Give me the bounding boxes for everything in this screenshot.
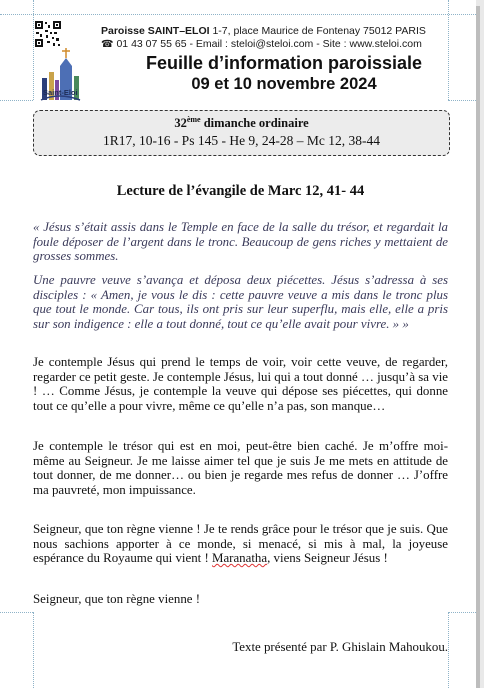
parish-address: 1-7, place Maurice de Fontenay 75012 PARIS [209, 25, 426, 37]
gospel-paragraph-2: Une pauvre veuve s’avança et déposa deux piécettes. Jésus s’adressa à ses disciples : « Amen, je vous le dis : cette pauvre veuve a mis dans le tronc plus que tout le monde. Car tous, ils ont pris sur leur superflu, mais elle, elle a pris sur son indigence : elle a tout donné, tout ce qu’elle avait pour vivre. » » [33, 273, 448, 331]
gospel-paragraph-1: « Jésus s’était assis dans le Temple en face de la salle du trésor, et regardait la foule déposer de l’argent dans le tronc. Beaucoup de gens riches y mettaient de grosses sommes. [33, 220, 448, 263]
margin-guide-bottom-left [0, 612, 33, 613]
margin-guide-right-bottom [448, 612, 449, 688]
meditation-paragraph-1: Je contemple Jésus qui prend le temps de voir, voir cette veuve, de regarder, regarder ce petit geste. Je contemple Jésus, lui qui a tout donné … jusqu’à sa vie ! … Comme Jésus, je contemple la veuve qui dépose ses piécettes, qui donne tout ce qu’elle a pour vivre, même ce qu’elle n’a pas, son manque… [33, 355, 448, 413]
margin-guide-top [0, 14, 476, 15]
parish-name: Paroisse SAINT–ELOI [101, 25, 210, 37]
sunday-ordinal: ème [186, 115, 201, 124]
phone-icon: ☎ [101, 39, 114, 50]
gospel-heading: Lecture de l’évangile de Marc 12, 41- 44 [116, 183, 365, 199]
newsletter-dates: 09 et 10 novembre 2024 [191, 75, 377, 93]
signature: Texte présenté par P. Ghislain Mahoukou. [232, 640, 448, 654]
logo-caption: Saint-Eloi [43, 88, 78, 97]
parish-address-line [101, 25, 461, 37]
readings-box [33, 110, 450, 156]
prayer-text: Seigneur, que ton règne vienne ! Je te rends grâce pour le trésor que je suis. Que nous sachions apporter à ce monde, si menacé, si mis à mal, la joyeuse espérance du Royaume qui vient ! [33, 522, 448, 565]
sunday-label: dimanche ordinaire [200, 116, 309, 131]
margin-guide-right-mark [448, 100, 476, 101]
newsletter-title: Feuille d’information paroissiale [145, 53, 423, 73]
margin-guide-left-mark [0, 100, 33, 101]
margin-guide-left-bottom [33, 612, 34, 688]
sunday-title [34, 115, 449, 131]
meditation-paragraph-3 [33, 522, 448, 566]
meditation-paragraph-4: Seigneur, que ton règne vienne ! [33, 592, 201, 606]
qr-code-icon [34, 20, 62, 48]
contact-info: 01 43 07 55 65 - Email : steloi@steloi.com - Site : www.steloi.com [116, 38, 422, 50]
page-shadow [476, 6, 480, 688]
reading-references: 1R17, 10-16 - Ps 145 - He 9, 24-28 – Mc 12, 38-44 [102, 133, 381, 148]
spellcheck-word[interactable]: Maranatha [211, 551, 268, 565]
contact-line [101, 38, 461, 50]
sunday-number: 32 [174, 116, 187, 131]
meditation-paragraph-2: Je contemple le trésor qui est en moi, peut-être bien caché. Je m’offre moi-même au Seigneur. Je me laisse aimer tel que je suis Je me mets en attitude de tout donner, de me donner… ou bien je regarde mes refus de donner … J’offre ma pauvreté, mon impuissance. [33, 439, 448, 497]
margin-guide-bottom-right [448, 612, 476, 613]
parish-logo [34, 20, 84, 94]
prayer-text-end: , viens Seigneur Jésus ! [267, 551, 388, 565]
